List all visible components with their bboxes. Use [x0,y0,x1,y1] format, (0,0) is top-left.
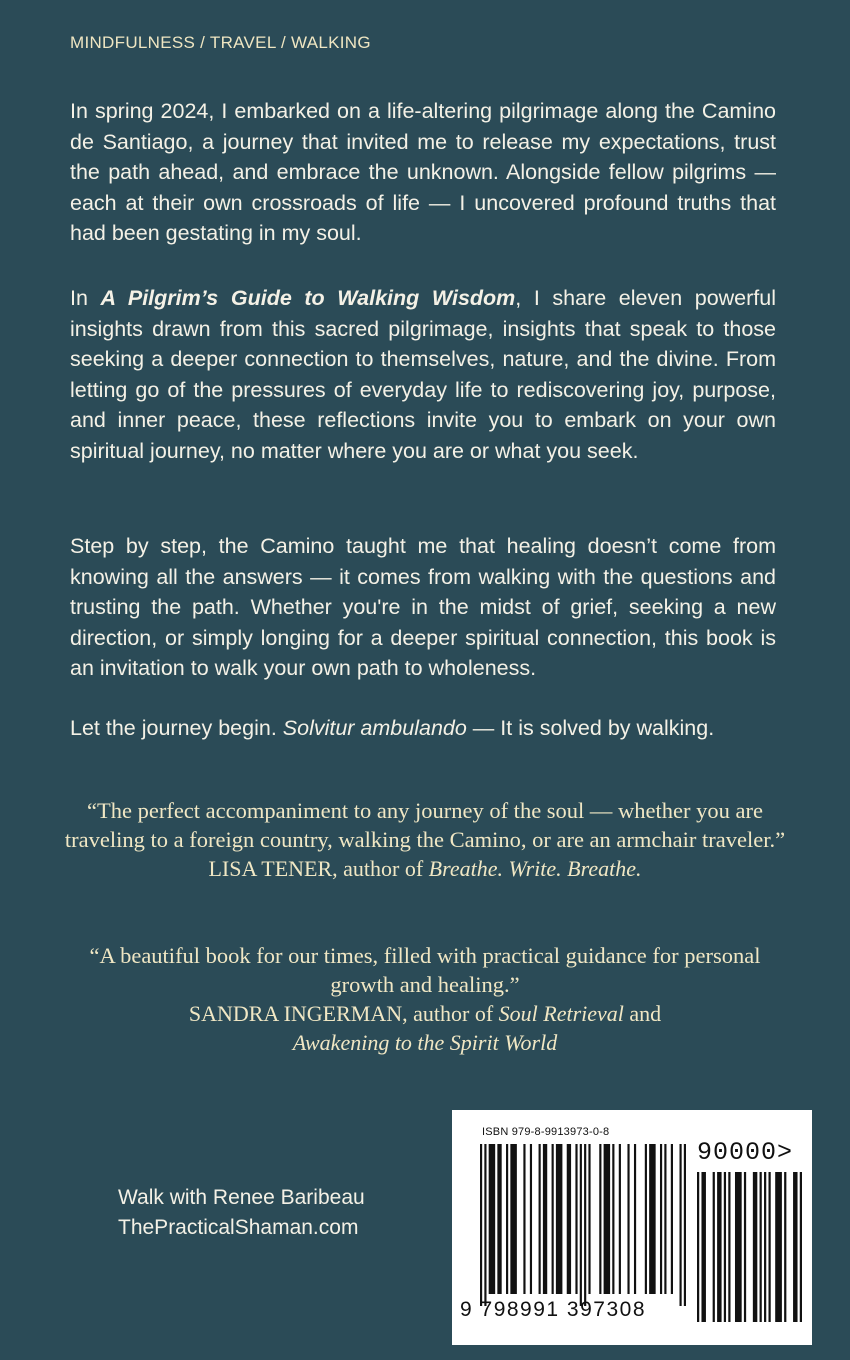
barcode-bar [539,1144,541,1294]
ean13-bars [480,1144,686,1306]
barcode-bar [599,1144,601,1294]
barcode-bar [552,1144,554,1294]
endorser-work: Soul Retrieval [498,1001,624,1026]
barcode-bar [764,1172,766,1322]
barcode-bar [768,1172,770,1322]
barcode-bar [800,1172,802,1322]
barcode-bar [484,1144,486,1306]
barcode-bar [784,1172,786,1322]
barcode-bar [619,1144,621,1294]
barcode-bar [760,1172,762,1322]
endorser-work: Breathe. Write. Breathe. [428,856,642,881]
barcode-bar [753,1172,757,1322]
endorsement-2 [60,941,790,1057]
barcode-bar [649,1144,656,1294]
barcode-bar [744,1172,746,1322]
barcode-bar [701,1172,705,1322]
blurb-paragraph-2 [70,283,776,466]
barcode-bar [523,1144,525,1294]
barcode-bar [506,1144,508,1294]
contact-line-1: Walk with Renee Baribeau [118,1186,365,1209]
endorsement-attribution-line2 [60,1028,790,1057]
barcode-bar [660,1144,662,1294]
barcode-bar [584,1144,586,1306]
barcode-bar [793,1172,797,1322]
price-code: 90000> [697,1138,794,1167]
book-title: A Pilgrim’s Guide to Walking Wisdom [100,286,516,310]
barcode-bar [671,1144,673,1294]
category-line: MINDFULNESS / TRAVEL / WALKING [70,33,371,52]
barcode-bar [627,1144,629,1294]
barcode-bar [575,1144,577,1294]
isbn-barcode [452,1110,812,1345]
website-link[interactable]: ThePracticalShaman.com [118,1216,359,1239]
p4-rest: — It is solved by walking. [466,716,715,740]
ean-digits: 9 798991 397308 [460,1298,646,1321]
barcode-bar [612,1144,614,1294]
price-addon-bars [697,1172,802,1322]
endorser-role: , author of [402,1001,499,1026]
barcode-bar [728,1172,730,1322]
endorsement-attribution [60,854,790,883]
endorsement-quote: “A beautiful book for our times, filled with practical guidance for personal growth and healing.” [89,943,761,997]
blurb-paragraph-3: Step by step, the Camino taught me that healing doesn’t come from knowing all the answers — it comes from walking with the questions and trusting the path. Whether you're in the midst of grief, seeking a new direction, or simply longing for a deeper spiritual connection, this book is an invitation to walk your own path to wholeness. [70,534,776,680]
blurb-paragraph-4 [70,713,776,744]
barcode-bar [497,1144,501,1294]
barcode-bar [697,1172,699,1322]
latin-phrase: Solvitur ambulando [282,716,467,740]
barcode-bar [530,1144,532,1294]
endorser-name: LISA TENER [208,856,333,881]
endorsement-attribution [60,999,790,1028]
barcode-bar [679,1144,681,1306]
barcode-bar [543,1144,547,1294]
barcode-bar [489,1144,496,1294]
barcode-bar [717,1172,721,1322]
endorsement-1 [60,796,790,883]
blurb-paragraph-1: In spring 2024, I embarked on a life-altering pilgrimage along the Camino de Santiago, a journey that invited me to release my expectations, trust the path ahead, and embrace the unknown. Alongside fellow pilgrims — each at their own crossroads of life — I uncovered profound truths that had been gestating in my soul. [70,99,776,245]
barcode-bar [684,1144,686,1306]
barcode-bar [735,1172,742,1322]
endorser-work-2: Awakening to the Spirit World [292,1030,558,1055]
barcode-bar [775,1172,782,1322]
isbn-label: ISBN 979-8-9913973-0-8 [482,1126,610,1138]
endorser-conj: and [623,1001,662,1026]
barcode-bar [724,1172,726,1322]
barcode-bar [480,1144,482,1306]
endorser-name: SANDRA INGERMAN [188,1001,403,1026]
barcode-bar [567,1144,571,1294]
barcode-bar [580,1144,582,1306]
barcode-bar [604,1144,611,1294]
barcode-bar [713,1172,715,1322]
p2-rest: , I share eleven powerful insights drawn from this sacred pilgrimage, insights that speak to those seeking a deeper connection to themselves, nature, and the divine. From letting go of the pressures of everyday life to rediscovering joy, purpose, and inner peace, these reflections invite you to embark on your own spiritual journey, no matter where you are or what you seek. [70,286,777,463]
barcode-bar [588,1144,590,1294]
endorsement-quote: “The perfect accompaniment to any journey of the soul — whether you are traveling to a foreign country, walking the Camino, or are an armchair traveler.” [64,798,786,852]
barcode-bar [645,1144,647,1294]
p4-lead: Let the journey begin. [70,716,283,740]
author-contact [118,1183,365,1243]
barcode-bar [510,1144,517,1294]
p2-lead: In [70,286,101,310]
barcode-bar [556,1144,563,1294]
barcode-bar [664,1144,666,1294]
endorser-role: , author of [332,856,429,881]
barcode-bar [634,1144,636,1294]
